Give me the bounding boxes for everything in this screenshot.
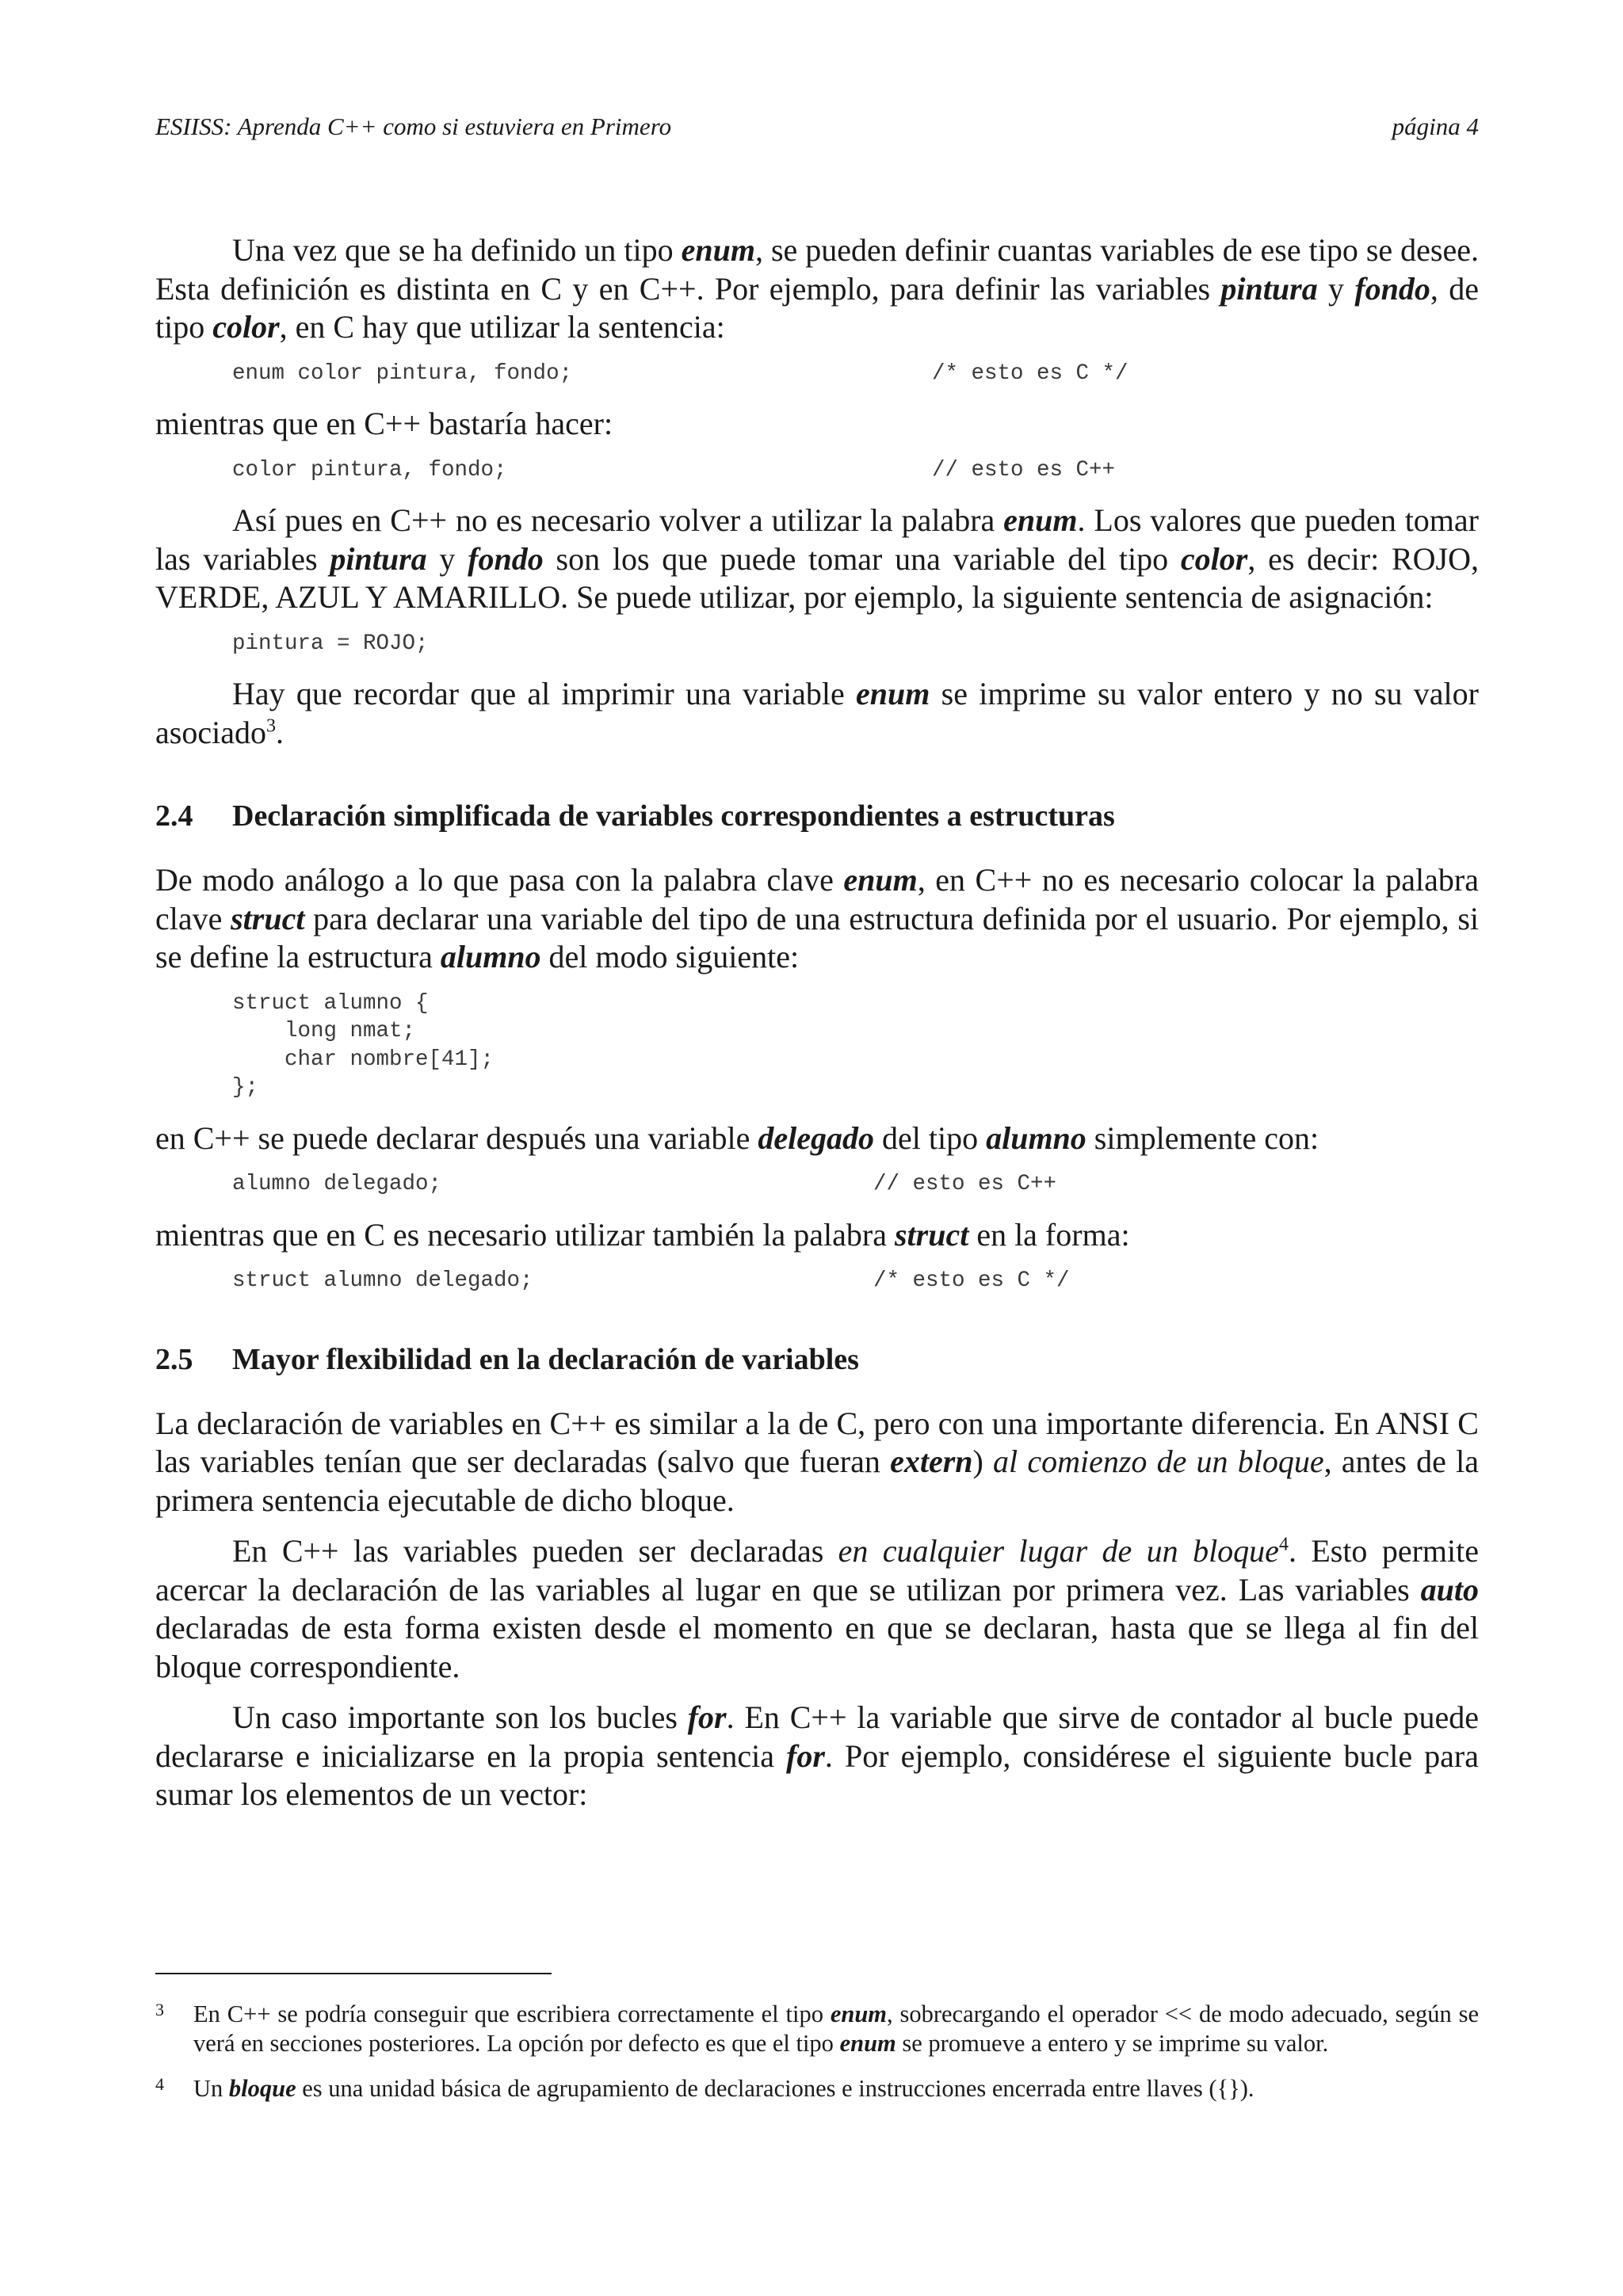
code-line xyxy=(232,630,1479,658)
footnote-ref[interactable]: 4 xyxy=(1278,1534,1289,1555)
page-body xyxy=(155,231,1479,1827)
paragraph-for-loops xyxy=(155,1699,1479,1814)
code-line xyxy=(232,1267,1479,1295)
text: . xyxy=(275,714,284,750)
paragraph-struct-c xyxy=(155,1216,1479,1255)
text: se promueve a entero y se imprime su valor. xyxy=(896,2030,1329,2057)
text: para declarar una variable del tipo de una estructura definida por el usuario. Por ejemplo, si se define la estructura xyxy=(155,900,1480,974)
text: , en C hay que utilizar la sentencia: xyxy=(279,309,725,345)
keyword: enum xyxy=(830,2000,887,2027)
keyword: auto xyxy=(1420,1571,1479,1608)
code-text: enum color pintura, fondo; xyxy=(232,360,573,386)
section-title: Mayor flexibilidad en la declaración de variables xyxy=(232,1342,859,1376)
code-text: color pintura, fondo; xyxy=(232,457,507,482)
code-comment: /* esto es C */ xyxy=(932,360,1128,386)
footnote-mark: 4 xyxy=(155,2074,164,2094)
code-line: char nombre[41]; xyxy=(232,1047,495,1072)
code-comment: /* esto es C */ xyxy=(873,1268,1070,1293)
text: en C++ se puede declarar después una variable xyxy=(155,1119,758,1156)
text: mientras que en C es necesario utilizar también la palabra xyxy=(155,1216,895,1253)
code-comment: // esto es C++ xyxy=(932,457,1116,482)
text: del modo siguiente: xyxy=(540,939,800,974)
identifier: pintura xyxy=(330,540,427,577)
keyword: struct xyxy=(231,900,305,936)
code-text: alumno delegado; xyxy=(232,1172,442,1196)
text: , sobrecargando el operador << de modo adecuado, según se verá en secciones posteriores. La opción por defecto es que el tipo xyxy=(193,2000,1479,2057)
section-number: 2.5 xyxy=(155,1342,193,1376)
keyword: enum xyxy=(843,862,918,898)
running-header xyxy=(155,113,1479,144)
keyword: enum xyxy=(839,2030,896,2057)
paragraph-struct-intro xyxy=(155,861,1479,977)
text: son los que puede tomar una variable del tipo xyxy=(543,540,1181,577)
keyword: enum xyxy=(856,676,930,711)
footnote-separator xyxy=(155,1973,552,1974)
keyword: struct xyxy=(894,1216,969,1253)
text: De modo análogo a lo que pasa con la palabra clave xyxy=(155,862,844,898)
text: simplemente con: xyxy=(1086,1119,1319,1156)
text: , en C++ no es necesario colocar la palabra clave xyxy=(155,862,1479,936)
paragraph-enum-print xyxy=(155,675,1479,752)
section-heading-2-5 xyxy=(155,1341,1479,1378)
text: . Por ejemplo, considérese el siguiente bucle para sumar los elementos de un vector: xyxy=(155,1737,1479,1812)
identifier: fondo xyxy=(468,540,544,577)
emphasis: al comienzo de un bloque xyxy=(993,1444,1324,1479)
text: , de tipo xyxy=(155,270,1479,345)
footnote-ref[interactable]: 3 xyxy=(265,715,276,737)
text: . Esto permite acercar la declaración de las variables al lugar en que se utilizan por primera vez. Las variables xyxy=(155,1533,1479,1608)
footnotes xyxy=(155,2000,1479,2119)
document-page xyxy=(155,0,1479,2296)
text: ) xyxy=(972,1444,994,1479)
text: declaradas de esta forma existen desde el momento en que se declaran, hasta que se llega al fin del bloque correspondiente. xyxy=(155,1610,1479,1684)
footnote-3 xyxy=(155,2000,1479,2058)
text: Así pues en C++ no es necesario volver a utilizar la palabra xyxy=(232,502,1004,538)
text: , se pueden definir cuantas variables de ese tipo se desee. Esta definición es distinta en C y en C++. Por ejemplo, para definir las variables xyxy=(155,232,1479,307)
keyword: extern xyxy=(890,1444,973,1479)
paragraph-struct-cpp xyxy=(155,1119,1479,1158)
code-line xyxy=(232,1170,1479,1199)
identifier: pintura xyxy=(1220,270,1318,307)
paragraph-cpp-intro: mientras que en C++ bastaría hacer: xyxy=(155,406,613,441)
code-text: pintura = ROJO; xyxy=(232,631,429,656)
code-line: long nmat; xyxy=(232,1019,416,1043)
identifier: alumno xyxy=(440,939,541,974)
text: es una unidad básica de agrupamiento de declaraciones e instrucciones encerrada entre llaves ({}). xyxy=(296,2075,1254,2102)
text: y xyxy=(1317,270,1355,307)
paragraph-declaration-c xyxy=(155,1405,1479,1520)
emphasis: en cualquier lugar de un bloque xyxy=(838,1533,1279,1569)
text: se imprime su valor entero y no su valor asociado xyxy=(155,676,1479,750)
section-heading-2-4 xyxy=(155,798,1479,834)
text: en la forma: xyxy=(968,1216,1130,1253)
identifier: color xyxy=(212,309,280,345)
paragraph-enum-definition xyxy=(155,231,1479,347)
code-line xyxy=(232,456,1479,485)
code-block-enum-cpp xyxy=(232,456,1479,485)
text: . En C++ la variable que sirve de contador al bucle puede declararse e inicializarse en la propia sentencia xyxy=(155,1699,1479,1774)
text: , es decir: ROJO, VERDE, AZUL Y AMARILLO. Se puede utilizar, por ejemplo, la siguiente sentencia de asignación: xyxy=(155,540,1480,615)
paragraph-declaration-cpp xyxy=(155,1532,1479,1686)
paragraph-enum-values xyxy=(155,502,1479,617)
code-comment: // esto es C++ xyxy=(873,1172,1057,1196)
code-line xyxy=(232,360,1479,388)
code-block-struct xyxy=(232,990,1479,1102)
keyword: for xyxy=(786,1737,825,1774)
text: En C++ se podría conseguir que escribiera correctamente el tipo xyxy=(193,2000,831,2027)
keyword: enum xyxy=(681,232,755,268)
keyword: enum xyxy=(1003,502,1078,538)
code-block-assignment xyxy=(232,630,1479,658)
code-block-delegado-cpp xyxy=(232,1170,1479,1199)
code-block-delegado-c xyxy=(232,1267,1479,1295)
section-title: Declaración simplificada de variables correspondientes a estructuras xyxy=(232,799,1115,833)
text: Un caso importante son los bucles xyxy=(232,1699,688,1735)
page-number: página 4 xyxy=(1392,113,1479,140)
code-line: }; xyxy=(232,1075,259,1100)
keyword: bloque xyxy=(228,2075,296,2102)
code-text: struct alumno delegado; xyxy=(232,1268,533,1293)
text: y xyxy=(426,540,468,577)
text: . Los valores que pueden tomar las variables xyxy=(155,502,1479,577)
footnote-mark: 3 xyxy=(155,2000,164,2019)
text: Hay que recordar que al imprimir una variable xyxy=(232,676,857,711)
text: Un xyxy=(193,2075,229,2102)
keyword: for xyxy=(687,1699,727,1735)
text: Una vez que se ha definido un tipo xyxy=(232,232,682,268)
identifier: fondo xyxy=(1354,270,1430,307)
identifier: color xyxy=(1180,540,1248,577)
header-title: ESIISS: Aprenda C++ como si estuviera en Primero xyxy=(155,113,672,140)
section-number: 2.4 xyxy=(155,799,193,833)
text: del tipo xyxy=(873,1119,987,1156)
text: La declaración de variables en C++ es similar a la de C, pero con una importante diferencia. En ANSI C las variables tenían que ser declaradas (salvo que fueran xyxy=(155,1405,1479,1479)
identifier: alumno xyxy=(986,1119,1086,1156)
text: , antes de la primera sentencia ejecutable de dicho bloque. xyxy=(155,1444,1479,1518)
text: En C++ las variables pueden ser declaradas xyxy=(232,1533,838,1569)
identifier: delegado xyxy=(758,1119,874,1156)
footnote-4 xyxy=(155,2074,1479,2103)
code-block-enum-c xyxy=(232,360,1479,388)
code-line: struct alumno { xyxy=(232,990,429,1016)
